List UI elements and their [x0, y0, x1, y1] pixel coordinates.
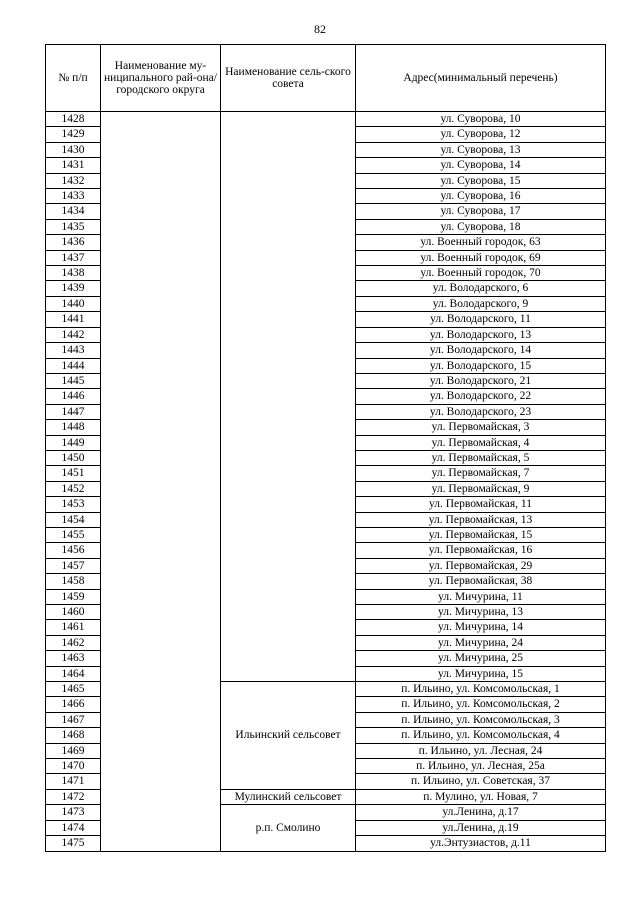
row-number: 1441 [46, 312, 101, 327]
address-cell: ул. Первомайская, 5 [356, 450, 606, 465]
address-cell: ул.Ленина, д.17 [356, 805, 606, 820]
address-cell: ул. Володарского, 15 [356, 358, 606, 373]
address-cell: ул. Первомайская, 7 [356, 466, 606, 481]
row-number: 1451 [46, 466, 101, 481]
row-number: 1453 [46, 497, 101, 512]
address-cell: ул. Володарского, 13 [356, 327, 606, 342]
address-cell: ул. Суворова, 14 [356, 158, 606, 173]
address-cell: ул. Первомайская, 16 [356, 543, 606, 558]
row-number: 1474 [46, 820, 101, 835]
address-cell: ул. Володарского, 23 [356, 404, 606, 419]
row-number: 1449 [46, 435, 101, 450]
row-number: 1434 [46, 204, 101, 219]
address-cell: ул. Володарского, 9 [356, 296, 606, 311]
address-cell: п. Ильино, ул. Комсомольская, 2 [356, 697, 606, 712]
row-number: 1444 [46, 358, 101, 373]
table-row [46, 112, 606, 127]
row-number: 1435 [46, 219, 101, 234]
row-number: 1459 [46, 589, 101, 604]
address-cell: ул. Военный городок, 70 [356, 266, 606, 281]
row-number: 1471 [46, 774, 101, 789]
address-cell: п. Ильино, ул. Лесная, 25а [356, 759, 606, 774]
address-cell: ул. Первомайская, 38 [356, 574, 606, 589]
address-cell: ул. Военный городок, 69 [356, 250, 606, 265]
council-cell [221, 112, 356, 682]
row-number: 1442 [46, 327, 101, 342]
address-cell: ул. Первомайская, 11 [356, 497, 606, 512]
row-number: 1431 [46, 158, 101, 173]
row-number: 1436 [46, 235, 101, 250]
row-number: 1466 [46, 697, 101, 712]
row-number: 1457 [46, 558, 101, 573]
row-number: 1454 [46, 512, 101, 527]
council-cell: р.п. Смолино [221, 805, 356, 851]
district-cell [101, 112, 221, 852]
row-number: 1447 [46, 404, 101, 419]
row-number: 1443 [46, 343, 101, 358]
row-number: 1432 [46, 173, 101, 188]
address-cell: ул. Володарского, 11 [356, 312, 606, 327]
row-number: 1456 [46, 543, 101, 558]
row-number: 1437 [46, 250, 101, 265]
row-number: 1462 [46, 635, 101, 650]
address-cell: ул. Мичурина, 15 [356, 666, 606, 681]
address-cell: ул. Мичурина, 25 [356, 651, 606, 666]
address-cell: ул. Первомайская, 3 [356, 420, 606, 435]
row-number: 1461 [46, 620, 101, 635]
row-number: 1469 [46, 743, 101, 758]
address-cell: п. Ильино, ул. Советская, 37 [356, 774, 606, 789]
page-number: 82 [314, 22, 326, 36]
address-cell: ул. Суворова, 16 [356, 189, 606, 204]
address-cell: п. Мулино, ул. Новая, 7 [356, 789, 606, 804]
address-cell: ул.Энтузиастов, д.11 [356, 836, 606, 851]
row-number: 1467 [46, 712, 101, 727]
address-cell: п. Ильино, ул. Комсомольская, 4 [356, 728, 606, 743]
row-number: 1460 [46, 605, 101, 620]
header-district: Наименование му-ниципального рай-она/ городского округа [101, 45, 221, 112]
row-number: 1438 [46, 266, 101, 281]
row-number: 1473 [46, 805, 101, 820]
header-address: Адрес(минимальный перечень) [356, 45, 606, 112]
address-cell: ул. Суворова, 13 [356, 142, 606, 157]
header-council: Наименование сель-ского совета [221, 45, 356, 112]
address-cell: ул. Первомайская, 9 [356, 481, 606, 496]
address-cell: ул. Первомайская, 29 [356, 558, 606, 573]
row-number: 1458 [46, 574, 101, 589]
address-cell: ул. Володарского, 21 [356, 373, 606, 388]
row-number: 1440 [46, 296, 101, 311]
row-number: 1433 [46, 189, 101, 204]
address-cell: ул. Мичурина, 13 [356, 605, 606, 620]
address-cell: ул. Суворова, 10 [356, 112, 606, 127]
row-number: 1448 [46, 420, 101, 435]
row-number: 1472 [46, 789, 101, 804]
row-number: 1430 [46, 142, 101, 157]
address-cell: п. Ильино, ул. Лесная, 24 [356, 743, 606, 758]
address-cell: ул. Мичурина, 24 [356, 635, 606, 650]
address-cell: ул. Первомайская, 13 [356, 512, 606, 527]
table-header-row [46, 45, 606, 112]
address-cell: ул. Суворова, 17 [356, 204, 606, 219]
address-cell: ул. Суворова, 12 [356, 127, 606, 142]
address-cell: ул. Володарского, 22 [356, 389, 606, 404]
row-number: 1452 [46, 481, 101, 496]
row-number: 1463 [46, 651, 101, 666]
address-cell: ул. Мичурина, 11 [356, 589, 606, 604]
row-number: 1429 [46, 127, 101, 142]
table-body [46, 112, 606, 852]
row-number: 1450 [46, 450, 101, 465]
row-number: 1470 [46, 759, 101, 774]
address-cell: ул. Первомайская, 15 [356, 527, 606, 542]
council-cell: Ильинский сельсовет [221, 682, 356, 790]
row-number: 1446 [46, 389, 101, 404]
address-cell: ул. Суворова, 15 [356, 173, 606, 188]
row-number: 1439 [46, 281, 101, 296]
row-number: 1464 [46, 666, 101, 681]
address-cell: п. Ильино, ул. Комсомольская, 1 [356, 682, 606, 697]
address-cell: ул. Военный городок, 63 [356, 235, 606, 250]
row-number: 1455 [46, 527, 101, 542]
address-cell: ул. Суворова, 18 [356, 219, 606, 234]
address-registry-table [45, 44, 606, 852]
row-number: 1445 [46, 373, 101, 388]
address-cell: ул. Володарского, 6 [356, 281, 606, 296]
row-number: 1428 [46, 112, 101, 127]
council-cell: Мулинский сельсовет [221, 789, 356, 804]
row-number: 1468 [46, 728, 101, 743]
address-cell: ул. Первомайская, 4 [356, 435, 606, 450]
header-number: № п/п [46, 45, 101, 112]
row-number: 1475 [46, 836, 101, 851]
address-cell: ул. Володарского, 14 [356, 343, 606, 358]
row-number: 1465 [46, 682, 101, 697]
address-cell: ул. Мичурина, 14 [356, 620, 606, 635]
address-cell: ул.Ленина, д.19 [356, 820, 606, 835]
address-cell: п. Ильино, ул. Комсомольская, 3 [356, 712, 606, 727]
